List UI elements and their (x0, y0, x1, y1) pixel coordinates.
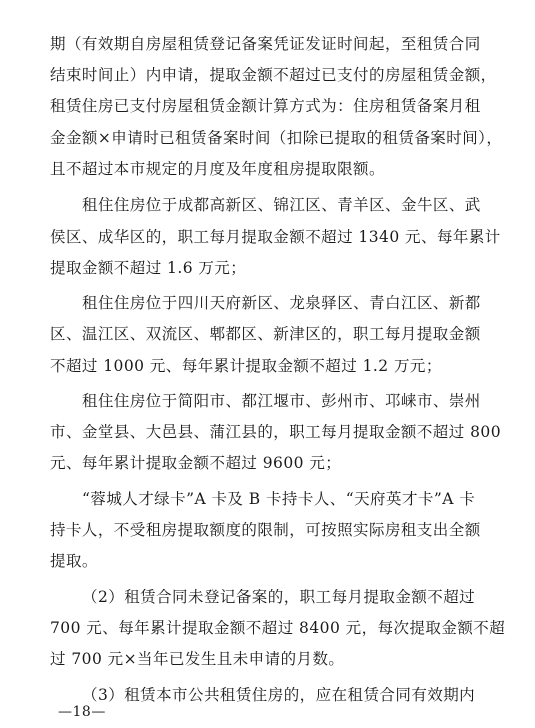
body-line-14: 元、每年累计提取金额不超过 9600 元； (50, 454, 342, 472)
body-line-4: 金金额×申请时已租赁备案时间（扣除已提取的租赁备案时间）， (50, 129, 503, 147)
body-line-17: 提取。 (50, 552, 98, 570)
body-line-7: 侯区、成华区的，职工每月提取金额不超过 1340 元、每年累计 (50, 228, 501, 246)
body-line-21: （3）租赁本市公共租赁住房的，应在租赁合同有效期内 (82, 686, 476, 704)
page-number: —18— (58, 704, 106, 720)
body-line-6: 租住住房位于成都高新区、锦江区、青羊区、金牛区、武 (82, 196, 481, 214)
body-line-15: “蓉城人才绿卡”A 卡及 B 卡持卡人、“天府英才卡”A 卡 (82, 490, 476, 508)
body-line-9: 租住住房位于四川天府新区、龙泉驿区、青白江区、新都 (82, 294, 481, 312)
body-line-1: 期（有效期自房屋租赁登记备案凭证发证时间起，至租赁合同 (50, 35, 481, 53)
body-line-8: 提取金额不超过 1.6 万元； (50, 259, 247, 277)
body-line-5: 且不超过本市规定的月度及年度租房提取限额。 (50, 160, 385, 178)
body-line-13: 市、金堂县、大邑县、蒲江县的，职工每月提取金额不超过 800 (50, 423, 502, 441)
body-line-2: 结束时间止）内申请，提取金额不超过已支付的房屋租赁金额， (50, 66, 497, 84)
body-line-10: 区、温江区、双流区、郫都区、新津区的，职工每月提取金额 (50, 325, 481, 343)
body-line-19: 700 元、每年累计提取金额不超过 8400 元，每次提取金额不超 (50, 619, 506, 637)
body-line-11: 不超过 1000 元、每年累计提取金额不超过 1.2 万元； (50, 357, 442, 375)
body-line-18: （2）租赁合同未登记备案的，职工每月提取金额不超过 (82, 588, 476, 606)
body-line-12: 租住住房位于简阳市、都江堰市、彭州市、邛崃市、崇州 (82, 392, 481, 410)
body-line-16: 持卡人，不受租房提取额度的限制，可按照实际房租支出全额 (50, 521, 481, 539)
body-line-20: 过 700 元×当年已发生且未申请的月数。 (50, 650, 345, 668)
body-line-3: 租赁住房已支付房屋租赁金额计算方式为：住房租赁备案月租 (50, 97, 481, 115)
